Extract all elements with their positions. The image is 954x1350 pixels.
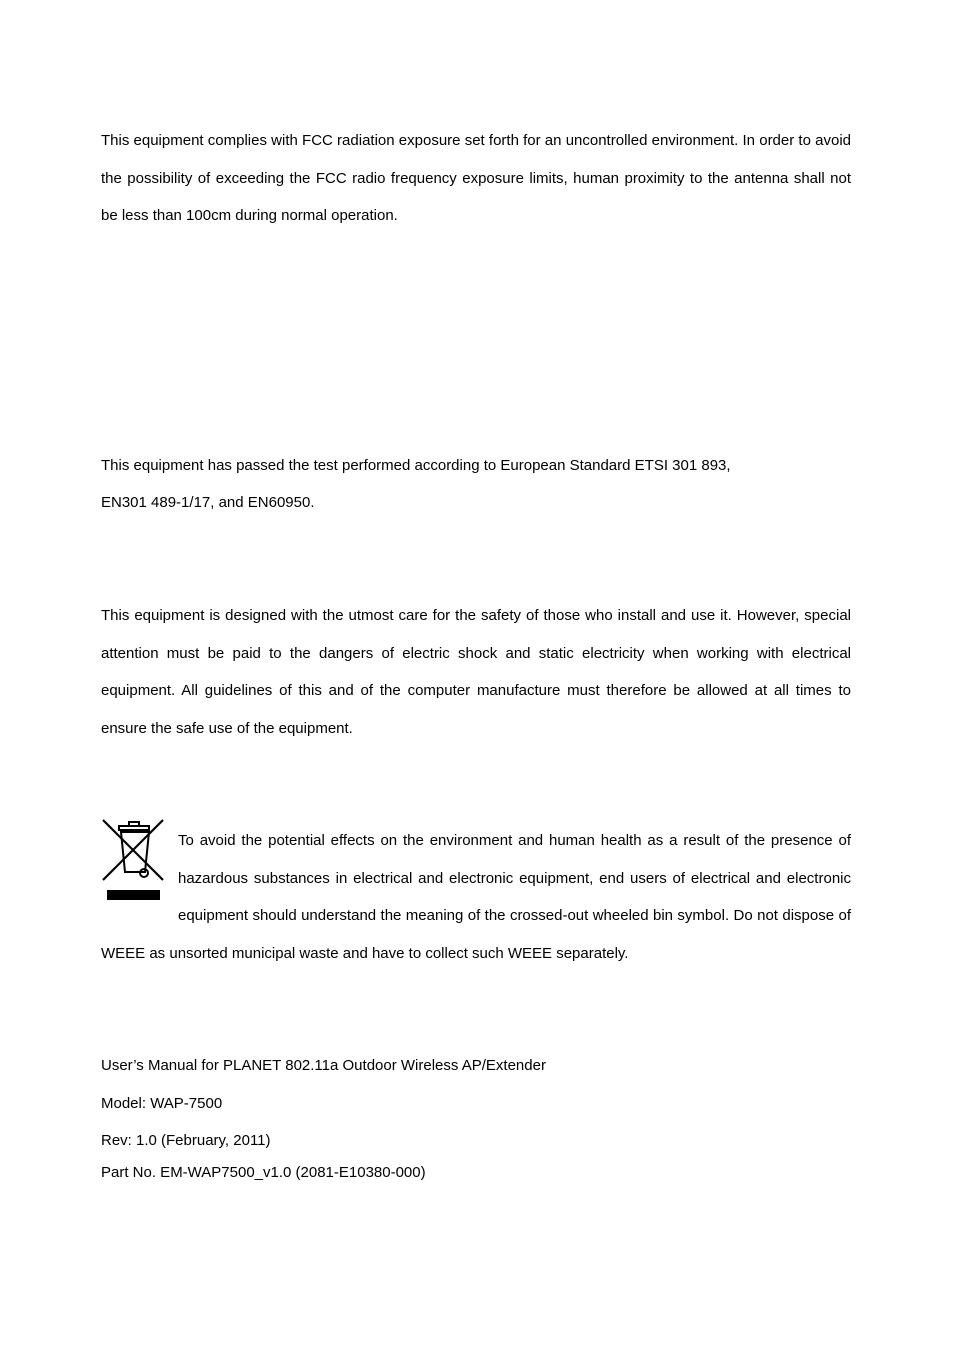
- manual-part-number: Part No. EM-WAP7500_v1.0 (2081-E10380-000): [101, 1164, 426, 1181]
- manual-title: User’s Manual for PLANET 802.11a Outdoor Wireless AP/Extender: [101, 1057, 546, 1074]
- ce-compliance-line-1: This equipment has passed the test performed according to European Standard ETSI 301 893,: [101, 457, 731, 474]
- safety-statement: This equipment is designed with the utmost care for the safety of those who install and use it. However, special attention must be paid to the dangers of electric shock and static electricity when working with electrical equipment. All guidelines of this and of the computer manufacture must therefore be allowed at all times to ensure the safe use of the equipment.: [101, 607, 851, 737]
- fcc-exposure-statement: This equipment complies with FCC radiation exposure set forth for an uncontrolled environment. In order to avoid the possibility of exceeding the FCC radio frequency exposure limits, human proximity to the antenna shall not be less than 100cm during normal operation.: [101, 132, 851, 224]
- manual-revision: Rev: 1.0 (February, 2011): [101, 1132, 271, 1149]
- crossed-out-wheeled-bin-icon: [101, 814, 167, 904]
- weee-section: [101, 822, 851, 972]
- ce-compliance-line-2: EN301 489-1/17, and EN60950.: [101, 494, 315, 511]
- manual-model: Model: WAP-7500: [101, 1095, 223, 1112]
- weee-statement: To avoid the potential effects on the environment and human health as a result of the presence of hazardous substances in electrical and electronic equipment, end users of electrical and electronic equipment should understand the meaning of the crossed-out wheeled bin symbol. Do not dispose of WEEE as unsorted municipal waste and have to collect such WEEE separately.: [101, 832, 851, 962]
